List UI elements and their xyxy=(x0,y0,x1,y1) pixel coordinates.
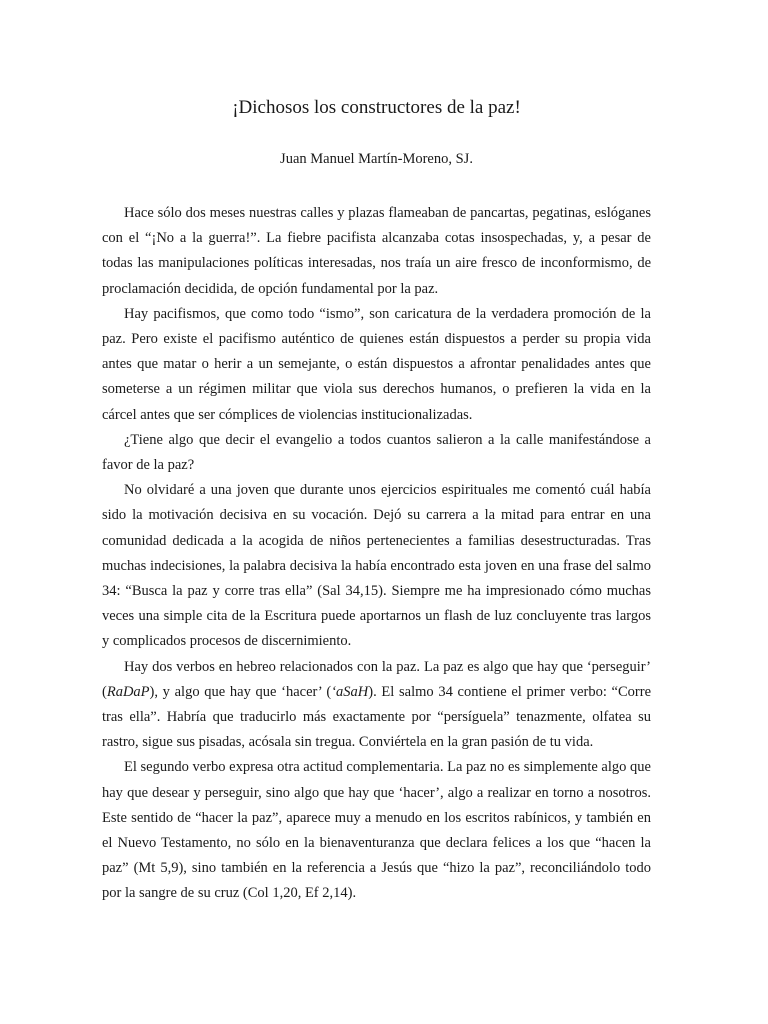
paragraph-text: Hay pacifismos, que como todo “ismo”, son caricatura de la verdadera promoción de la paz. Pero existe el pacifismo auténtico de quienes están dispuestos a perder su propia vida antes que matar o herir a un semejante, o están dispuestos a afrontar penalidades antes que someterse a un régimen militar que viola sus derechos humanos, o prefieren la vida en la cárcel antes que ser cómplices de violencias institucionalizadas. xyxy=(102,305,651,423)
paragraph-1 xyxy=(102,201,651,302)
document-body xyxy=(102,201,651,907)
paragraph-text: ). El salmo 34 contiene el primer verbo: “Corre tras ella”. Habría que traducirlo más exactamente por “persíguela” tenazmente, olfatea su rastro, sigue sus pisadas, acósala sin tregua. Conviértela en la gran pasión de tu vida. xyxy=(102,683,652,751)
hebrew-term-radap: RaDaP xyxy=(106,683,150,700)
document-title: ¡Dichosos los constructores de la paz! xyxy=(232,97,521,118)
paragraph-5 xyxy=(102,655,651,756)
paragraph-text: No olvidaré a una joven que durante unos ejercicios espirituales me comentó cuál había sido la motivación decisiva en su vocación. Dejó su carrera a la mitad para entrar en una comunidad dedicada a la acogida de niños pertenecientes a familias desestructuradas. Tras muchas indecisiones, la palabra decisiva la había encontrado esta joven en una frase del salmo 34: “Busca la paz y corre tras ella” (Sal 34,15). Siempre me ha impresionado cómo muchas veces una simple cita de la Escritura puede aportarnos un flash de luz concluyente tras largos y complicados procesos de discernimiento. xyxy=(102,482,651,650)
hebrew-term-asah: ‘aSaH xyxy=(331,683,369,700)
paragraph-2 xyxy=(102,302,651,428)
document-author: Juan Manuel Martín-Moreno, SJ. xyxy=(280,151,473,167)
paragraph-3 xyxy=(102,428,651,478)
paragraph-text: ), y algo que hay que ‘hacer’ ( xyxy=(149,683,332,700)
document-page xyxy=(102,95,651,907)
paragraph-4 xyxy=(102,478,651,654)
paragraph-text: Hace sólo dos meses nuestras calles y plazas flameaban de pancartas, pegatinas, eslóganes con el “¡No a la guerra!”. La fiebre pacifista alcanzaba cotas insospechadas, y, a pesar de todas las manipulaciones políticas interesadas, nos traía un aire fresco de inconformismo, de proclamación decidida, de opción fundamental por la paz. xyxy=(102,205,651,297)
paragraph-text: El segundo verbo expresa otra actitud complementaria. La paz no es simplemente algo que hay que desear y perseguir, sino algo que hay que ‘hacer’, algo a realizar en torno a nosotros. Este sentido de “hacer la paz”, aparece muy a menudo en los escritos rabínicos, y también en el Nuevo Testamento, no sólo en la bienaventuranza que declara felices a los que “hacen la paz” (Mt 5,9), sino también en la referencia a Jesús que “hizo la paz”, reconciliándolo todo por la sangre de su cruz (Col 1,20, Ef 2,14). xyxy=(102,759,651,902)
paragraph-text: Hay dos verbos en hebreo relacionados con la paz. La paz es algo que hay que ‘perseguir’ ( xyxy=(102,658,651,700)
paragraph-6 xyxy=(102,755,651,906)
paragraph-text: ¿Tiene algo que decir el evangelio a todos cuantos salieron a la calle manifestándose a favor de la paz? xyxy=(102,431,651,474)
